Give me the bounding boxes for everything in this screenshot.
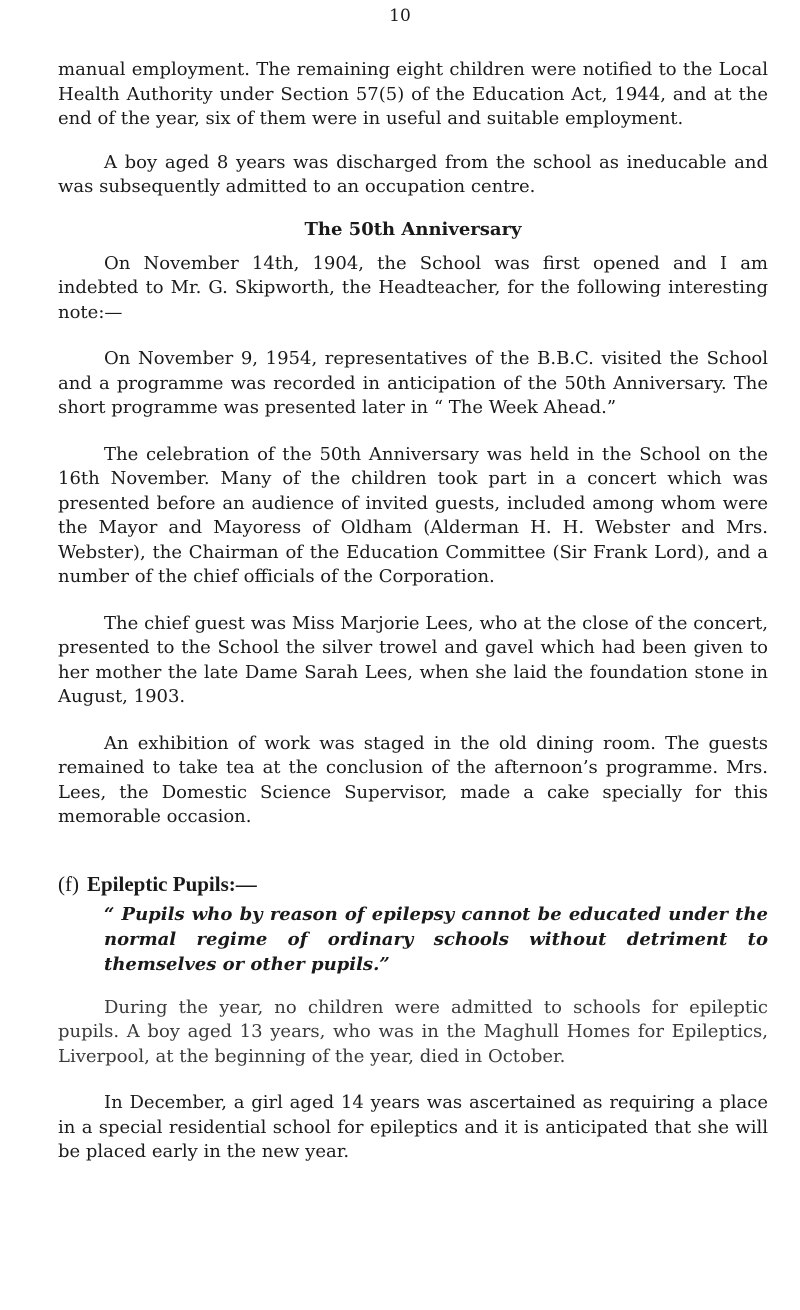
paragraph-employment: manual employment. The remaining eight children were notified to the Local Health Authority under Section 57(5) of the Education Act, 1944, and at the end of the year, six of them were in useful and suitable employment. [58,59,768,129]
body-text [58,58,768,1165]
paragraph-celebration: The celebration of the 50th Anniversary was held in the School on the 16th November. Many of the children took part in a concert which was presented before an audience of invited guests, included among whom were the Mayor and Mayoress of Oldham (Alderman H. H. Webster and Mrs. Webster), the Chairman of the Education Committee (Sir Frank Lord), and a number of the chief officials of the Corporation. [58,443,768,587]
section-title: Epileptic Pupils:— [86,871,257,896]
paragraph-chief-guest: The chief guest was Miss Marjorie Lees, who at the close of the concert, presented to the School the silver trowel and gavel which had been given to her mother the late Dame Sarah Lees, when she laid the foundation stone in August, 1903. [58,612,768,707]
page-number: 10 [389,6,411,26]
section-heading-epileptic-pupils [58,870,768,898]
paragraph-ineducable-boy: A boy aged 8 years was discharged from the school as ineducable and was subsequently admitted to an occupation centre. [58,151,768,197]
paragraph-bbc-visit: On November 9, 1954, representatives of the B.B.C. visited the School and a programme was recorded in anticipation of the 50th Anniversary. The short programme was presented later in “ The Week Ahead.” [58,348,768,418]
paragraph-school-opened: On November 14th, 1904, the School was first opened and I am indebted to Mr. G. Skipworth, the Headteacher, for the following interesting note:— [58,252,768,323]
definition-quote: “ Pupils who by reason of epilepsy cannot be educated under the normal regime of ordinary schools without detriment to themselves or other pupils.” [104,903,768,975]
paragraph-exhibition: An exhibition of work was staged in the old dining room. The guests remained to take tea at the conclusion of the afternoon’s programme. Mrs. Lees, the Domestic Science Supervisor, made a cake specially for this memorable occasion. [58,732,768,827]
heading-50th-anniversary: The 50th Anniversary [304,218,522,240]
section-letter: (f) [58,871,79,896]
paragraph-no-admissions: During the year, no children were admitted to schools for epileptic pupils. A boy aged 13 years, who was in the Maghull Homes for Epileptics, Liverpool, at the beginning of the year, died in October. [58,996,768,1067]
paragraph-girl-placement: In December, a girl aged 14 years was ascertained as requiring a place in a special residential school for epileptics and it is anticipated that she will be placed early in the new year. [58,1092,768,1162]
